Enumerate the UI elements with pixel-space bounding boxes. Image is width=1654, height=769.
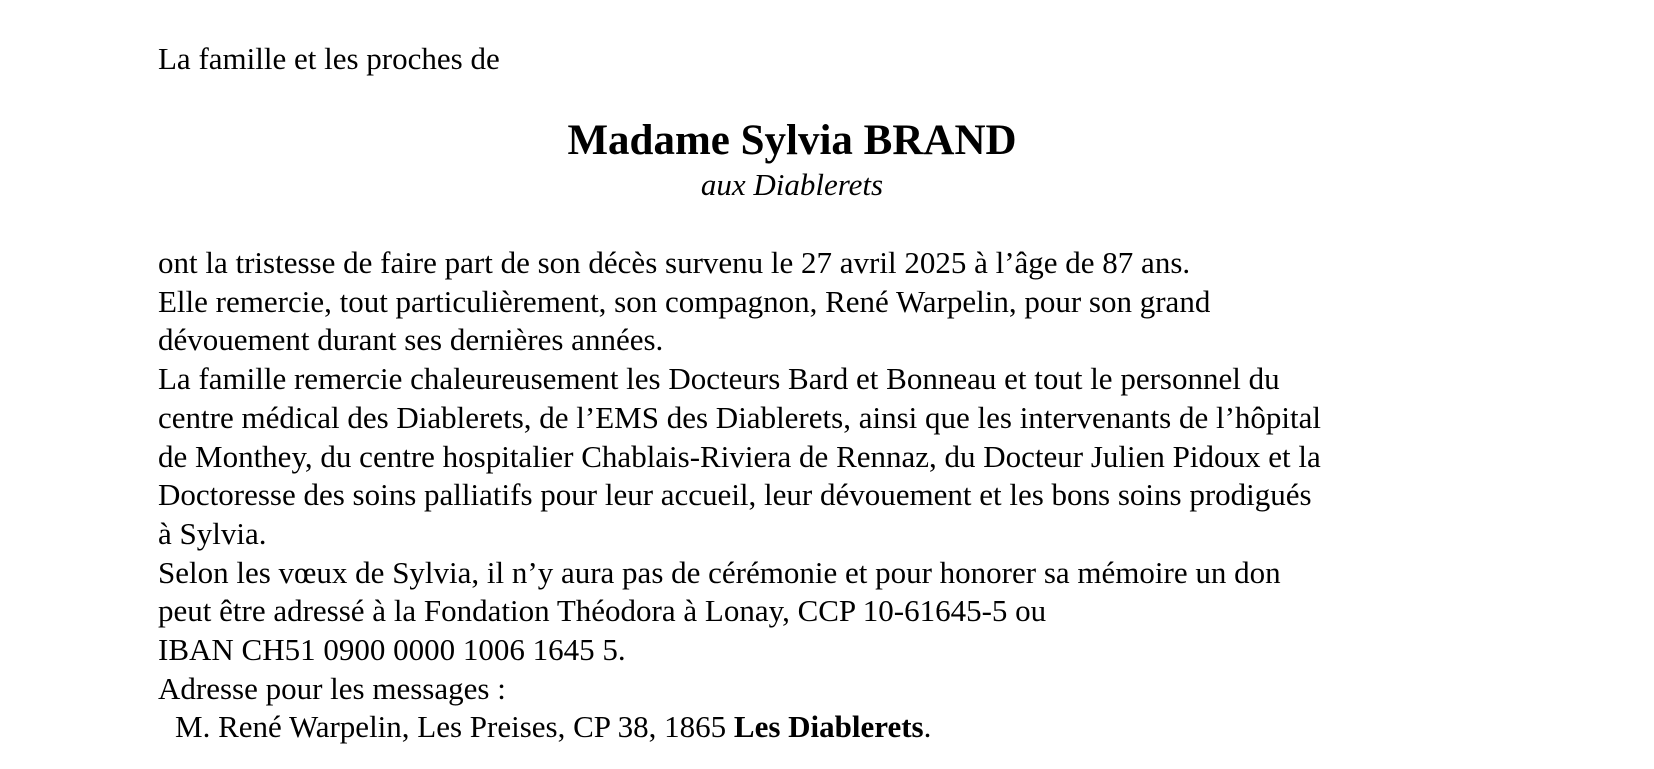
body-line: centre médical des Diablerets, de l’EMS des Diablerets, ainsi que les intervenants de l’hôpital: [158, 399, 1321, 435]
address-city: Les Diablerets: [733, 709, 924, 745]
deceased-place: aux Diablerets: [700, 167, 884, 202]
body-line: de Monthey, du centre hospitalier Chablais-Riviera de Rennaz, du Docteur Julien Pidoux et la: [158, 438, 1321, 474]
body-line: Selon les vœux de Sylvia, il n’y aura pas de cérémonie et pour honorer sa mémoire un don: [158, 554, 1281, 590]
body-line: peut être adressé à la Fondation Théodora à Lonay, CCP 10-61645-5 ou: [158, 593, 1047, 629]
notice-body: [158, 244, 1458, 747]
body-line: ont la tristesse de faire part de son décès survenu le 27 avril 2025 à l’âge de 87 ans.: [158, 245, 1191, 280]
intro-text: La famille et les proches de: [158, 41, 500, 76]
body-line: IBAN CH51 0900 0000 1006 1645 5.: [158, 632, 626, 668]
address-end: .: [923, 709, 932, 745]
body-line: Doctoresse des soins palliatifs pour leur accueil, leur dévouement et les bons soins prodigués: [158, 477, 1312, 513]
body-line: Elle remercie, tout particulièrement, son compagnon, René Warpelin, pour son grand: [158, 283, 1211, 319]
deceased-heading: [0, 115, 1584, 203]
body-line: Adresse pour les messages :: [158, 670, 506, 706]
message-address: [158, 708, 1458, 747]
deceased-name: Madame Sylvia BRAND: [567, 117, 1017, 164]
body-line: La famille remercie chaleureusement les Docteurs Bard et Bonneau et tout le personnel du: [158, 361, 1280, 397]
body-line: à Sylvia.: [158, 515, 267, 551]
body-line: dévouement durant ses dernières années.: [158, 322, 664, 358]
address-street: M. René Warpelin, Les Preises, CP 38, 1865: [175, 709, 734, 745]
